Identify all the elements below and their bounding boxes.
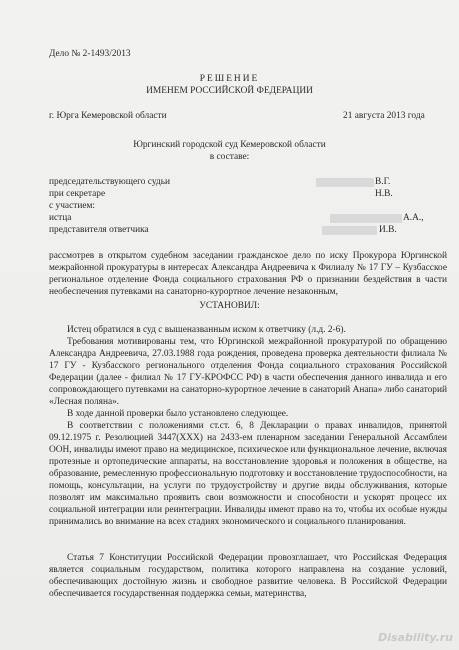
established-heading: УСТАНОВИЛ: — [199, 301, 260, 311]
redacted-name — [316, 178, 374, 187]
paragraph-2: Требования мотивированы тем, что Юргинской межрайонной прокуратурой по обращению Александра Андреевича, 27.03.1988 года рождения, проведена проверка деятельности филиала № 17 ГУ - Кузбасского регионального отделения Фонда социального страхования Российской Федерации (далее - филиал № 17 ГУ-КРОФСС РФ) в части обеспечения данного инвалида и его сопровождающего путевками на санаторно-курортное лечение в санаторий Анапа» либо санаторий «Лесная поляна». — [49, 337, 447, 408]
composition-heading: в составе: — [209, 152, 250, 162]
defendant-label: представителя ответчика — [49, 225, 149, 235]
plaintiff-initials: А.А., — [403, 213, 424, 223]
redacted-name — [330, 214, 402, 223]
judge-initials: В.Г. — [375, 177, 391, 187]
secretary-initials: Н.В. — [375, 189, 393, 199]
paragraph-5: Статья 7 Конституции Российской Федерации провозглашает, что Российская Федерация является социальным государством, политика которого направлена на создание условий, обеспечивающих достойную жизнь и свободное развитие человека. В Российской Федерации обеспечивается государственная поддержка семьи, материнства, — [49, 553, 447, 600]
intro-paragraph: рассмотрев в открытом судебном заседании гражданское дело по иску Прокурора Юргинской межрайонной прокуратуры в интересах Александра Андреевича к Филиалу № 17 ГУ – Кузбасское региональное отделение Фонда социального страхования РФ о признании бездействия в части необеспечения путевками на санаторно-курортное лечение незаконным, — [49, 251, 447, 298]
participants-label: с участием: — [49, 201, 96, 211]
paragraph-1: Истец обратился в суд с вышеназванным иском к ответчику (л.д. 2-6). — [67, 325, 346, 335]
site-watermark: Disability.ru — [378, 631, 453, 644]
redacted-name — [322, 226, 377, 235]
judge-label: председательствующего судьи — [49, 177, 170, 187]
date: 21 августа 2013 года — [343, 111, 425, 121]
paragraph-4: В соответствии с положениями ст.ст. 6, 8 Декларации о правах инвалидов, принятой 09.12.1975 г. Резолюцией 3447(XXX) на 2433-ем пленарном заседании Генеральной Ассамблеи ООН, инвалиды имеют право на медицинское, психическое или функциональное лечение, включая протезные и ортопедические аппараты, на восстановление здоровья и положения в обществе, на образование, ремесленную профессиональную подготовку и восстановление трудоспособности, на помощь, консультации, на услуги по трудоустройству и другие виды обслуживания, которые позволят им максимально проявить свои возможности и способности и ускорят процесс их социальной интеграции или реинтеграции. Инвалиды имеют право на то, чтобы их особые нужды принимались во внимание на всех стадиях экономического и социального планирования. — [49, 421, 447, 528]
decision-subtitle: ИМЕНЕМ РОССИЙСКОЙ ФЕДЕРАЦИИ — [146, 86, 313, 96]
case-number: Дело № 2-1493/2013 — [49, 49, 131, 59]
secretary-label: при секретаре — [49, 189, 106, 199]
paragraph-3: В ходе данной проверки было установлено следующее. — [67, 409, 289, 419]
decision-title: РЕШЕНИЕ — [199, 74, 260, 84]
defendant-initials: И.В. — [379, 225, 397, 235]
court-name: Юргинский городской суд Кемеровской области — [133, 140, 326, 150]
city: г. Юрга Кемеровской области — [49, 111, 167, 121]
plaintiff-label: истца — [49, 213, 72, 223]
